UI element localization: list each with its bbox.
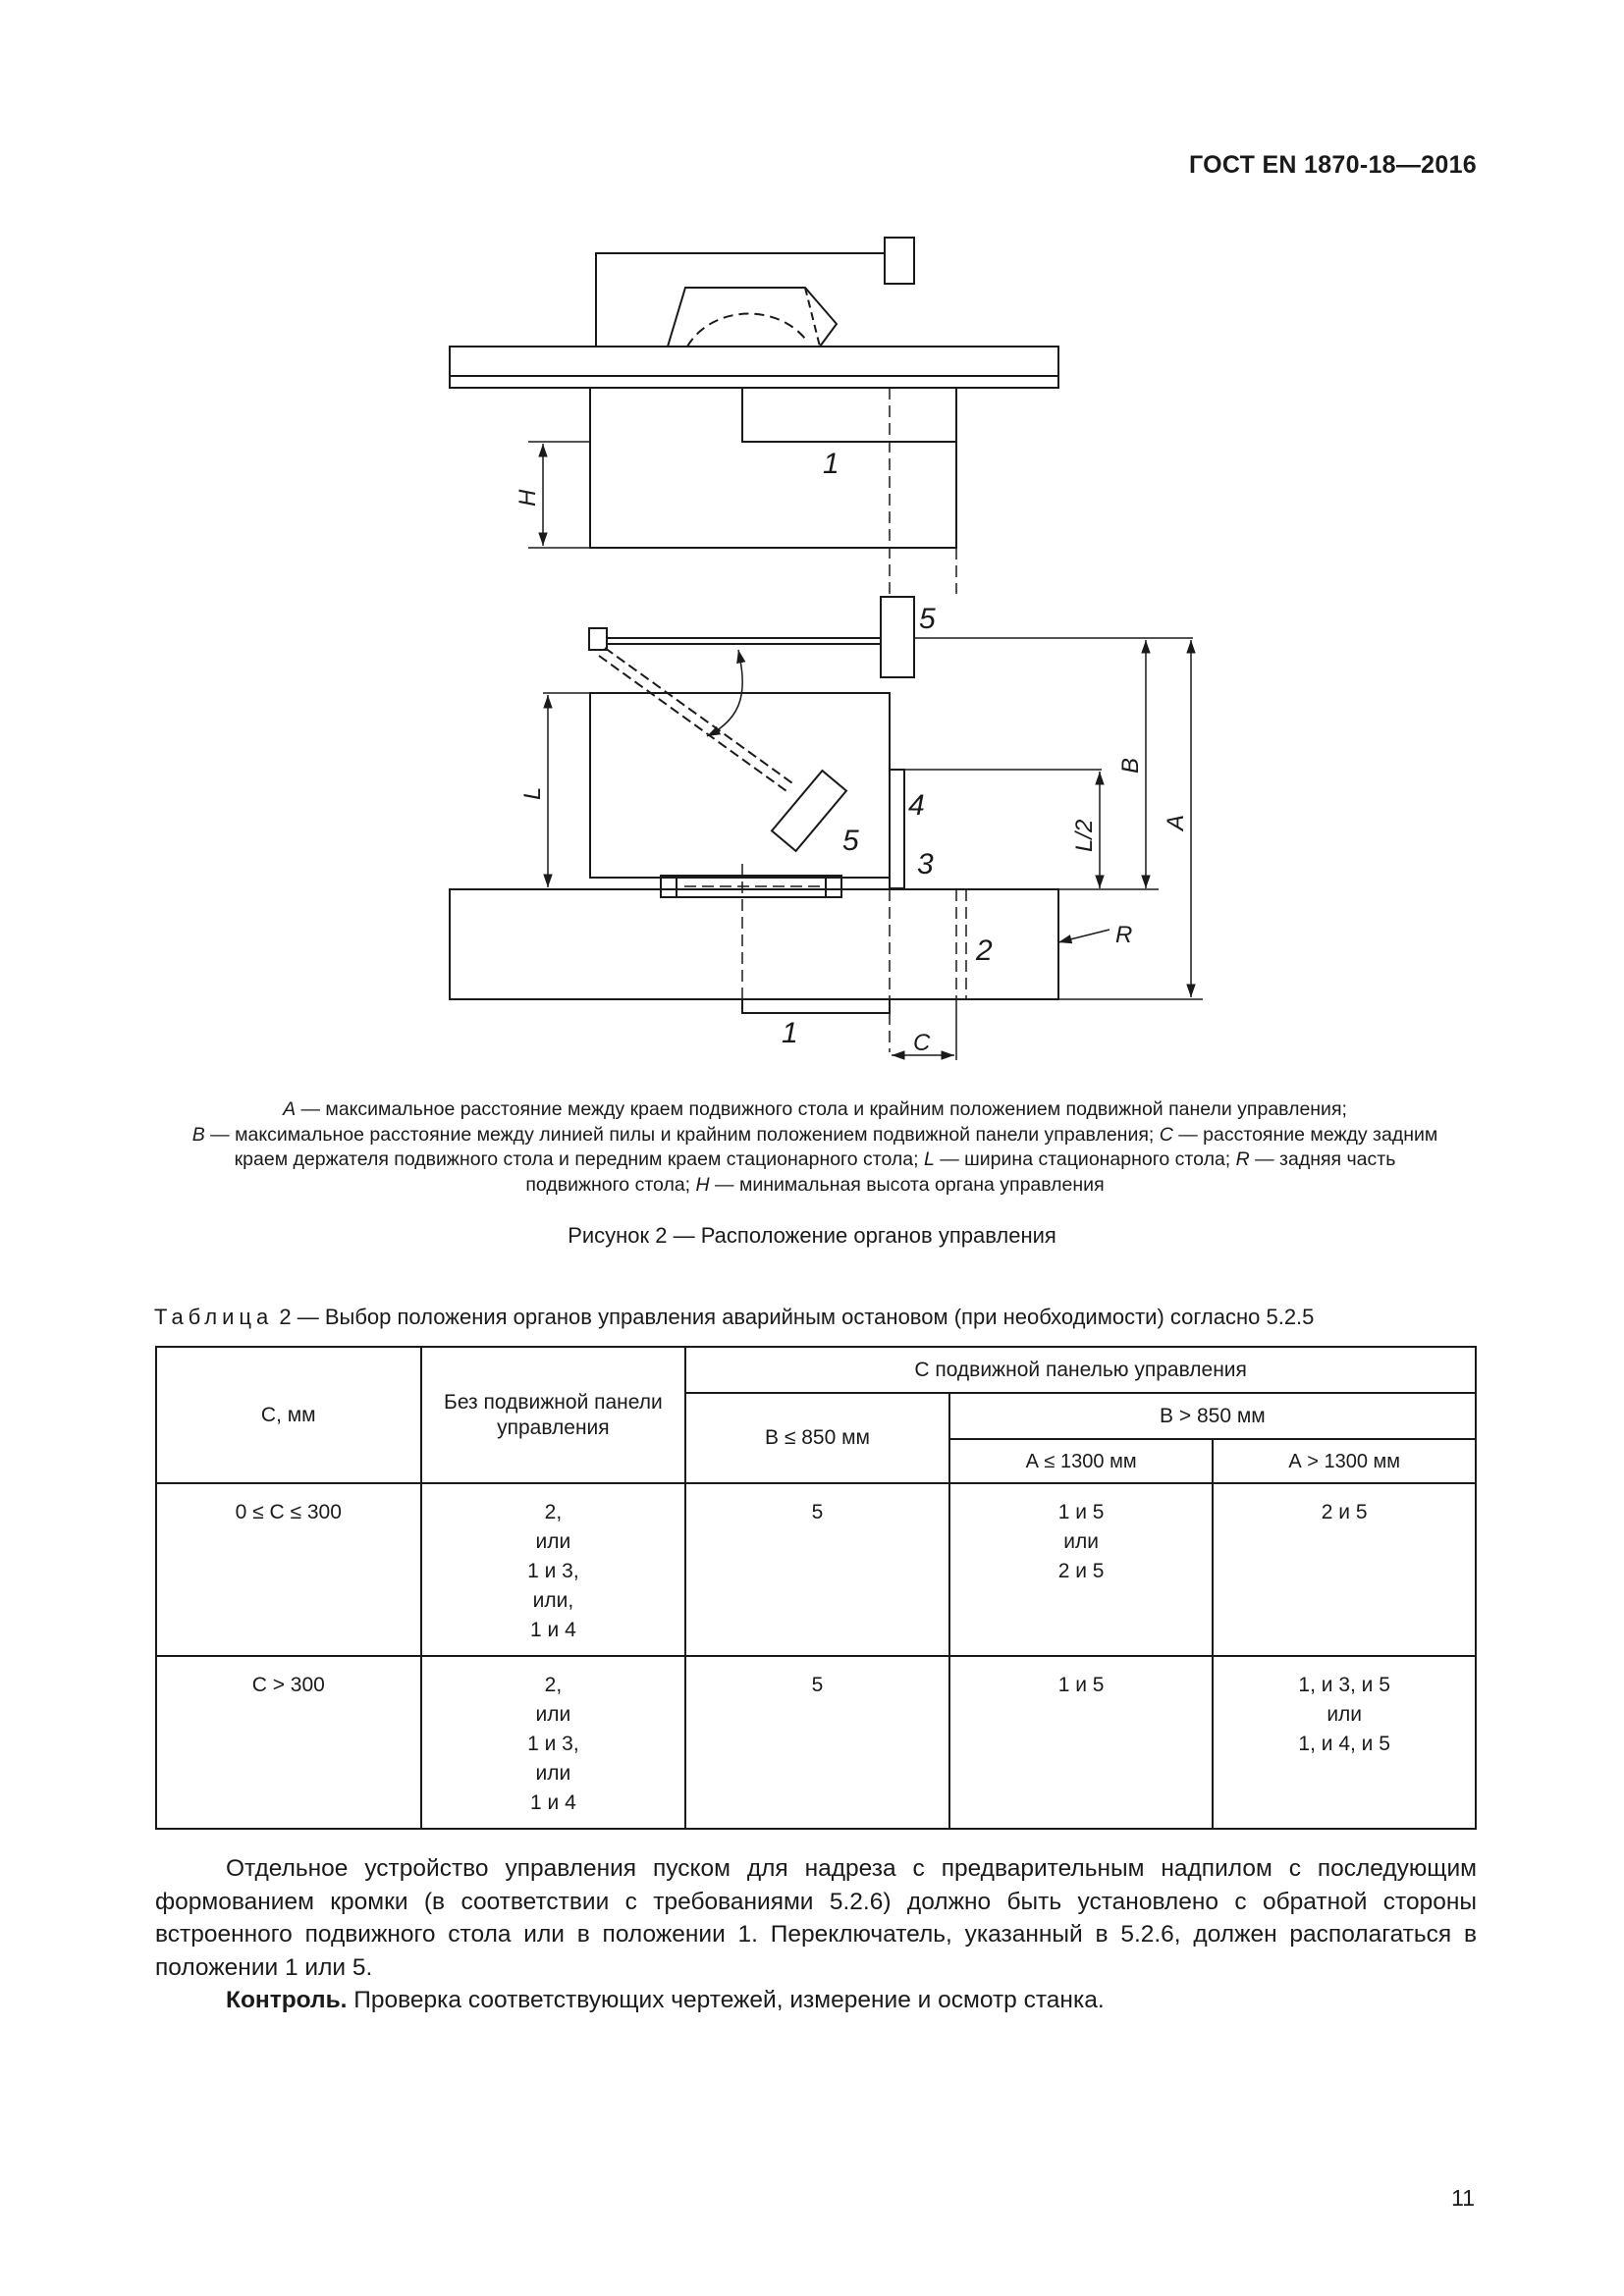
header-a-gt-1300: А > 1300 мм	[1213, 1439, 1476, 1483]
header-b-le-850: В ≤ 850 мм	[685, 1393, 949, 1483]
label-L: L	[519, 786, 546, 800]
table-caption	[154, 1305, 1314, 1330]
control-text: Проверка соответствующих чертежей, измерение и осмотр станка.	[347, 1987, 1105, 2013]
legend-l-symbol: L	[923, 1148, 935, 1170]
cell-c: C > 300	[156, 1656, 421, 1829]
bracket-clamp	[885, 238, 914, 284]
emergency-stop-table	[155, 1346, 1477, 1830]
legend-a-symbol: A	[283, 1098, 297, 1120]
header-b-gt-850: В > 850 мм	[949, 1393, 1476, 1439]
legend-r-text: — задняя часть подвижного стола;	[525, 1148, 1396, 1196]
saw-blade-outline	[687, 314, 805, 347]
label-3: 3	[917, 848, 934, 881]
arm-pivot	[589, 628, 607, 650]
R-leader	[1058, 930, 1110, 942]
document-header: ГОСТ EN 1870-18—2016	[1189, 151, 1477, 179]
machine-body-top	[590, 388, 956, 548]
control-label: Контроль.	[226, 1987, 348, 2013]
cell-a-le: 1 и 5	[949, 1656, 1214, 1829]
page-number: 11	[1451, 2185, 1475, 2211]
swung-arm-b	[599, 656, 789, 793]
position-1-top-box	[742, 388, 956, 442]
paragraph-control	[155, 1984, 1477, 2017]
legend-c-text: — расстояние между задним краем держателя подвижного стола и передним краем стационарного стола;	[234, 1123, 1438, 1170]
label-5-top: 5	[919, 603, 936, 635]
label-C: C	[913, 1030, 931, 1056]
legend-b-symbol: B	[191, 1123, 205, 1146]
rail-end-left	[661, 876, 677, 897]
legend-b-text: — максимальное расстояние между линией пилы и крайним положением подвижной панели управления;	[204, 1123, 1160, 1146]
label-R: R	[1115, 922, 1133, 948]
cell-a-le: 1 и 5 или 2 и 5	[949, 1483, 1214, 1656]
table-row	[156, 1656, 1476, 1829]
saw-guard	[668, 288, 837, 347]
cell-b-le: 5	[685, 1483, 949, 1656]
label-B: B	[1117, 757, 1144, 774]
label-H: H	[514, 489, 541, 507]
legend-r-symbol: R	[1235, 1148, 1250, 1170]
label-1-bottom: 1	[782, 1017, 798, 1049]
label-2: 2	[976, 934, 993, 967]
legend-a-text: — максимальное расстояние между краем подвижного стола и крайним положением подвижной панели управления;	[296, 1098, 1347, 1120]
legend-c-symbol: C	[1159, 1123, 1173, 1146]
label-L2: L/2	[1071, 819, 1098, 852]
table-caption-text: 2 — Выбор положения органов управления аварийным остановом (при необходимости) согласно 5.2.5	[273, 1305, 1315, 1329]
table-row	[156, 1483, 1476, 1656]
cell-no-panel: 2, или 1 и 3, или, 1 и 4	[421, 1483, 686, 1656]
table-caption-prefix: Таблица	[154, 1305, 274, 1329]
header-c-mm: С, мм	[156, 1347, 421, 1483]
cell-c: 0 ≤ C ≤ 300	[156, 1483, 421, 1656]
label-A: A	[1163, 814, 1189, 830]
position-1-bottom-box	[742, 999, 890, 1013]
header-with-panel: С подвижной панелью управления	[685, 1347, 1476, 1393]
position-4-strip	[890, 770, 904, 888]
paragraph-1: Отдельное устройство управления пуском для надреза с предварительным надпилом с последующим формованием кромки (в соответствии с требованиями 5.2.6) должно быть установлено с обратной стороны встроенного подвижного стола или в положении 1. Переключатель, указанный в 5.2.6, должен располагаться в положении 1 или 5.	[155, 1855, 1477, 1981]
legend-l-text: — ширина стационарного стола;	[934, 1148, 1236, 1170]
control-layout-figure	[422, 221, 1189, 1075]
legend-h-text: — минимальная высота органа управления	[709, 1173, 1105, 1196]
cell-a-gt: 2 и 5	[1213, 1483, 1476, 1656]
cell-no-panel: 2, или 1 и 3, или 1 и 4	[421, 1656, 686, 1829]
rail-end-right	[826, 876, 841, 897]
cell-b-le: 5	[685, 1656, 949, 1829]
position-5-panel-swung	[772, 771, 846, 851]
label-1-top: 1	[823, 448, 839, 480]
header-a-le-1300: А ≤ 1300 мм	[949, 1439, 1214, 1483]
figure-caption: Рисунок 2 — Расположение органов управления	[568, 1223, 1056, 1248]
legend-h-symbol: H	[695, 1173, 710, 1196]
saw-table-top	[450, 347, 1058, 388]
cell-a-gt: 1, и 3, и 5 или 1, и 4, и 5	[1213, 1656, 1476, 1829]
label-5-arm: 5	[842, 825, 859, 857]
sliding-table	[450, 889, 1058, 999]
label-4: 4	[908, 789, 925, 822]
figure-legend	[187, 1097, 1443, 1198]
header-no-panel: Без подвижной панели управления	[421, 1347, 686, 1483]
swung-arm-a	[605, 648, 795, 785]
guard-bracket	[596, 253, 885, 347]
body-text	[155, 1852, 1477, 2017]
position-5-panel-upper	[881, 597, 914, 677]
